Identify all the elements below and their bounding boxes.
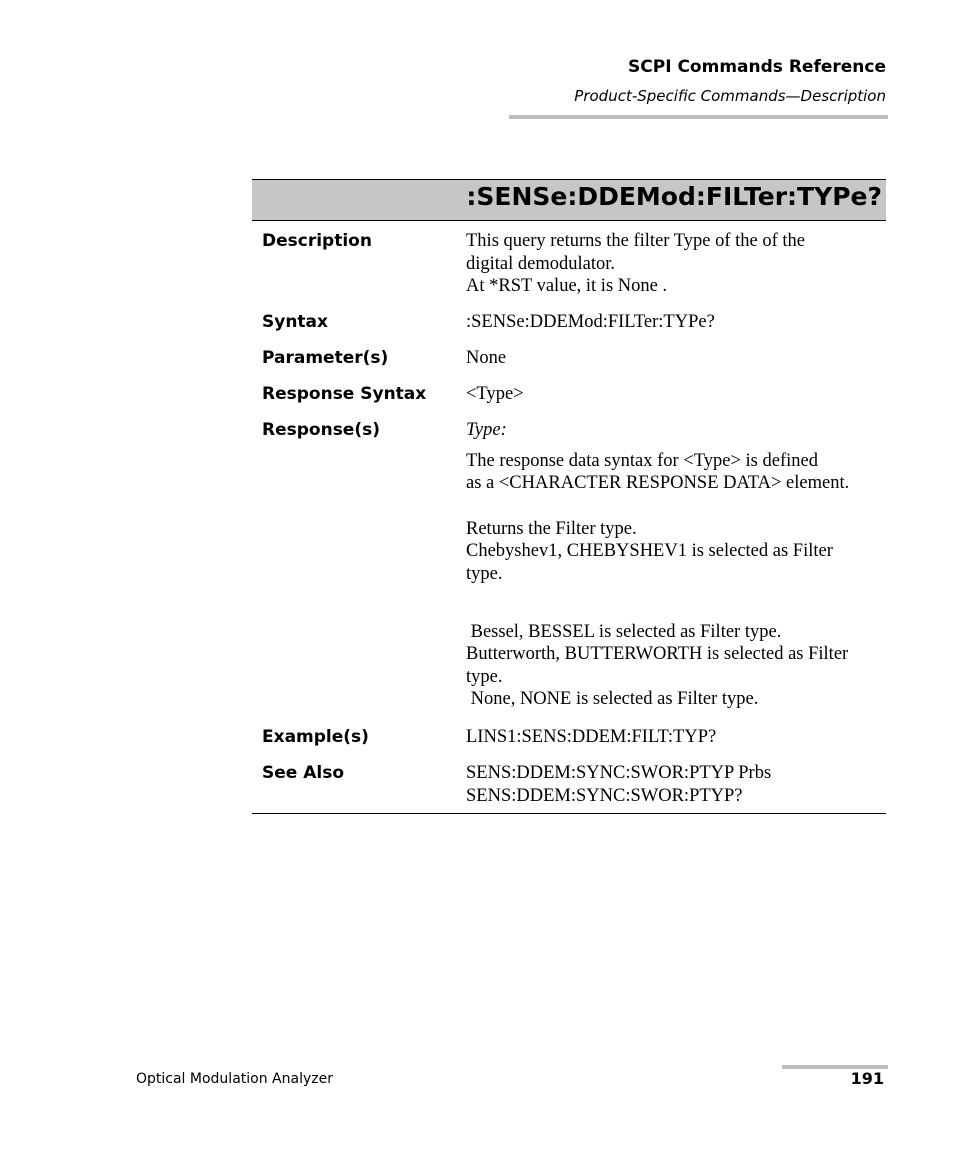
syntax-label: Syntax xyxy=(262,312,328,332)
examples-label: Example(s) xyxy=(262,727,369,747)
description-value xyxy=(466,230,886,298)
table-bottom-rule xyxy=(252,813,886,814)
responses-line: type. xyxy=(466,563,503,584)
see-also-label: See Also xyxy=(262,763,345,783)
see-also-link[interactable]: SENS:DDEM:SYNC:SWOR:PTYP Prbs xyxy=(466,763,772,783)
description-label: Description xyxy=(262,231,372,251)
syntax-text: :SENSe:DDEMod:FILTer:TYPe? xyxy=(466,312,715,332)
running-header-subtitle: Product-Specific Commands—Description xyxy=(574,87,886,105)
responses-line: None, NONE is selected as Filter type. xyxy=(466,689,759,710)
description-line: At *RST value, it is None . xyxy=(466,276,668,297)
responses-line: type. xyxy=(466,666,503,687)
command-title: :SENSe:DDEMod:FILTer:TYPe? xyxy=(466,182,882,211)
header-rule xyxy=(509,115,888,119)
responses-line: Butterworth, BUTTERWORTH is selected as Filter xyxy=(466,644,849,665)
examples-text: LINS1:SENS:DDEM:FILT:TYP? xyxy=(466,727,717,747)
responses-param-name: Type: xyxy=(466,420,507,440)
examples-value xyxy=(466,726,886,749)
see-also-value xyxy=(466,762,886,807)
responses-label: Response(s) xyxy=(262,420,380,440)
description-line: digital demodulator. xyxy=(466,253,616,274)
see-also-link[interactable]: SENS:DDEM:SYNC:SWOR:PTYP? xyxy=(466,785,743,806)
response-syntax-label: Response Syntax xyxy=(262,384,427,404)
description-line: This query returns the filter Type of the of the xyxy=(466,231,805,251)
running-header-title: SCPI Commands Reference xyxy=(628,57,886,77)
parameters-value xyxy=(466,347,886,370)
response-syntax-value xyxy=(466,383,886,406)
responses-line: The response data syntax for <Type> is defined xyxy=(466,450,818,471)
parameters-text: None xyxy=(466,348,507,368)
parameters-label: Parameter(s) xyxy=(262,348,389,368)
page-number: 191 xyxy=(850,1069,884,1088)
syntax-value xyxy=(466,311,886,334)
responses-line: Chebyshev1, CHEBYSHEV1 is selected as Filter xyxy=(466,541,833,562)
responses-line: Returns the Filter type. xyxy=(466,518,637,539)
response-syntax-text: <Type> xyxy=(466,384,524,404)
responses-line: Bessel, BESSEL is selected as Filter type. xyxy=(466,621,782,642)
command-title-bar xyxy=(252,179,886,221)
responses-line: as a <CHARACTER RESPONSE DATA> element. xyxy=(466,473,850,494)
footer-product-name: Optical Modulation Analyzer xyxy=(136,1071,333,1087)
responses-value xyxy=(466,419,886,711)
